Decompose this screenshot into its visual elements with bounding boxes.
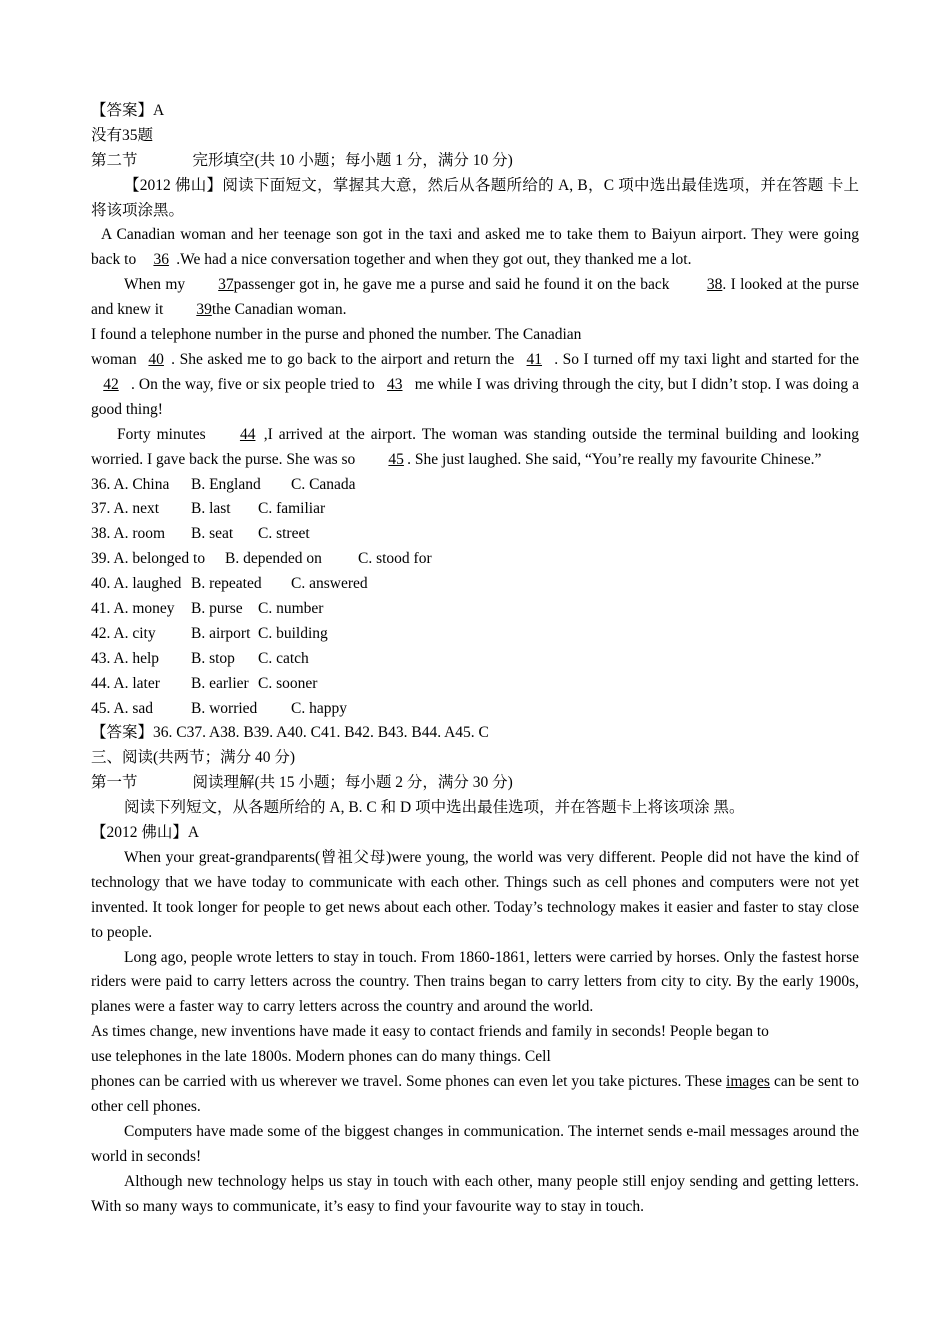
option-a: 45. A. sad: [91, 699, 153, 717]
reading-paragraph-5: Although new technology helps us stay in touch with each other, many people still enjoy sending and getting letters. With so many ways to communicate, it’s easy to find your favourite way to stay in touch.: [91, 1172, 859, 1215]
option-b: B. last: [191, 500, 231, 518]
blank-41: 41: [526, 351, 543, 368]
reading-paragraph-3-line-2: use telephones in the late 1800s. Modern phones can do many things. Cell: [91, 1048, 551, 1066]
cloze-answers: 【答案】36. C37. A38. B39. A40. C41. B42. B43. B44. A45. C: [91, 724, 489, 742]
section-heading-cloze: [91, 149, 859, 174]
section-label: 第一节: [91, 774, 138, 792]
text: . She asked me to go back to the airport and return the: [171, 351, 515, 368]
option-b: B. earlier: [191, 674, 249, 692]
cloze-paragraph-4: [91, 423, 859, 473]
options-list: [91, 473, 859, 722]
text: .We had a nice conversation together and when they got out, they thanked me a lot.: [176, 251, 692, 269]
reading-source: 【2012 佛山】A: [91, 824, 200, 841]
option-a: 43. A. help: [91, 649, 160, 667]
option-row: [91, 497, 859, 522]
option-a: 39. A. belonged to: [91, 550, 206, 568]
section-heading-reading: [91, 771, 859, 796]
cloze-instruction: [91, 174, 859, 224]
underlined-word: images: [726, 1073, 770, 1091]
option-a: 44. A. later: [91, 674, 160, 692]
option-row: [91, 473, 859, 498]
option-c: C. building: [258, 624, 328, 642]
option-c: C. answered: [291, 575, 368, 593]
blank-39: 39: [196, 301, 212, 319]
section-title: 完形填空(共 10 小题；每小题 1 分，满分 10 分): [192, 151, 513, 169]
text: . On the way, five or six people tried to: [131, 375, 375, 393]
text: . She just laughed. She said, “You’re really my favourite Chinese.”: [407, 450, 822, 468]
blank-38: 38: [706, 276, 723, 294]
option-a: 42. A. city: [91, 624, 156, 642]
reading-instruction: 阅读下列短文，从各题所给的 A, B. C 和 D 项中选出最佳选项，并在答题卡上将该项涂 黑。: [124, 799, 745, 817]
document-page: [91, 99, 859, 1219]
option-b: B. worried: [191, 699, 258, 717]
part-three-heading: 三、阅读(共两节；满分 40 分): [91, 749, 296, 767]
blank-42: 42: [103, 375, 119, 393]
cloze-paragraph-1: [91, 223, 859, 273]
option-row: [91, 597, 859, 622]
option-b: B. stop: [191, 649, 235, 667]
option-a: 40. A. laughed: [91, 575, 182, 593]
text: can be sent to other cell phones.: [91, 1073, 860, 1115]
option-row: [91, 622, 859, 647]
text: When my: [124, 276, 186, 294]
option-c: C. Canada: [291, 475, 356, 493]
option-b: B. purse: [191, 599, 243, 617]
section-title: 阅读理解(共 15 小题；每小题 2 分，满分 30 分): [192, 774, 513, 792]
option-row: [91, 697, 859, 722]
reading-paragraph-3-line-1: As times change, new inventions have made it easy to contact friends and family in seconds! People began to: [91, 1023, 769, 1041]
blank-43: 43: [387, 375, 403, 393]
option-b: B. repeated: [191, 575, 262, 593]
blank-36: 36: [153, 251, 169, 269]
option-c: C. catch: [258, 649, 309, 667]
text: woman: [91, 351, 137, 368]
blank-40: 40: [148, 351, 164, 368]
reading-paragraph-4: Computers have made some of the biggest changes in communication. The internet sends e-mail messages around the world in seconds!: [91, 1122, 859, 1165]
option-c: C. number: [258, 599, 324, 617]
option-row: [91, 572, 859, 597]
text: phones can be carried with us wherever we travel. Some phones can even let you take pictures. These: [91, 1073, 723, 1091]
text: A Canadian woman and her teenage son got in the taxi and asked me to take them to Baiyun airport. They were going back to: [91, 226, 859, 269]
option-a: 36. A. China: [91, 475, 170, 493]
option-row: [91, 547, 859, 572]
cloze-source: 【2012 佛山】: [124, 176, 223, 194]
option-b: B. airport: [191, 624, 251, 642]
reading-paragraph-1: When your great-grandparents(曾祖父母)were young, the world was very different. People did not have the kind of technology that we have today to communicate with each other. Things such as cell phones and computers were not yet invented. It took longer for people to get news about each other. Today’s technology makes it easier and faster to stay close to people.: [91, 848, 859, 941]
blank-37: 37: [218, 276, 234, 294]
option-c: C. happy: [291, 699, 347, 717]
option-row: [91, 522, 859, 547]
option-a: 37. A. next: [91, 500, 160, 518]
text: passenger got in, he gave me a purse and said he found it on the back: [233, 276, 670, 294]
note-no-question-35: 没有35题: [91, 126, 154, 144]
option-b: B. depended on: [225, 550, 322, 568]
section-label: 第二节: [91, 151, 138, 169]
text: the Canadian woman.: [211, 301, 347, 319]
option-c: C. familiar: [258, 500, 326, 518]
cloze-paragraph-3: [91, 348, 859, 423]
option-row: [91, 672, 859, 697]
blank-44: 44: [239, 425, 256, 443]
option-c: C. stood for: [358, 550, 432, 568]
option-a: 41. A. money: [91, 599, 175, 617]
instruction-text: 阅读下面短文，掌握其大意，然后从各题所给的 A, B，C 项中选出最佳选项，并在答题 卡上将该项涂黑。: [91, 176, 859, 219]
reading-paragraph-3: [91, 1070, 859, 1120]
text: . I looked at the purse and knew it: [91, 276, 860, 319]
option-row: [91, 647, 859, 672]
answer-line: 【答案】A: [91, 102, 165, 119]
text: me while I was driving through the city, but I didn’t stop. I was doing a good thing!: [91, 375, 860, 418]
text: Forty minutes: [117, 425, 206, 443]
option-c: C. street: [258, 525, 310, 543]
cloze-paragraph-3-line-1: I found a telephone number in the purse and phoned the number. The Canadian: [91, 326, 582, 344]
cloze-paragraph-2: [91, 273, 859, 323]
text: . So I turned off my taxi light and started for the: [554, 351, 859, 368]
option-b: B. England: [191, 475, 261, 493]
option-b: B. seat: [191, 525, 234, 543]
option-a: 38. A. room: [91, 525, 166, 543]
blank-45: 45: [388, 450, 404, 468]
reading-paragraph-2: Long ago, people wrote letters to stay in touch. From 1860-1861, letters were carried by horses. Only the fastest horse riders were paid to carry letters across the country. Then trains began to carry letters from city to city. By the early 1900s, planes were a faster way to carry letters across the country and around the world.: [91, 948, 859, 1016]
text: ,I arrived at the airport. The woman was standing outside the terminal building and looking worried. I gave back the purse. She was so: [91, 425, 859, 468]
option-c: C. sooner: [258, 674, 318, 692]
